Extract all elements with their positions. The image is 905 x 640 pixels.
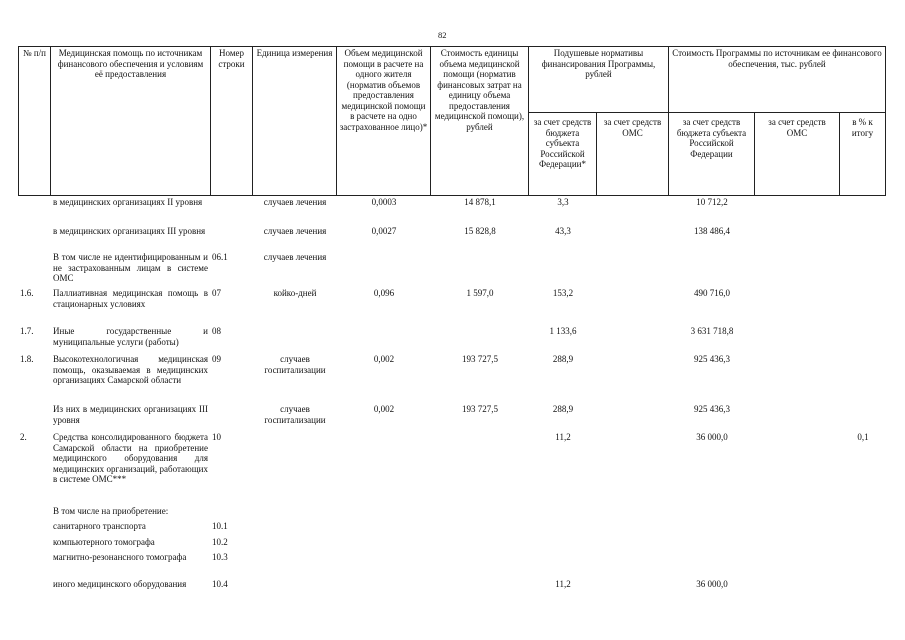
row-prog-budget: 10 712,2 (696, 197, 728, 207)
row-code: 10.2 (212, 537, 228, 547)
row-prog-budget: 3 631 718,8 (690, 326, 734, 336)
row-code: 06.1 (212, 252, 228, 262)
row-code: 08 (212, 326, 221, 336)
row-num: 2. (20, 432, 27, 442)
row-name: компьютерного томографа (53, 537, 155, 547)
header-percap-budget: за счет средств бюджета субъекта Российской Федерации* (528, 112, 597, 196)
row-percap-budget: 1 133,6 (549, 326, 577, 336)
row-name: Иные государственные и муниципальные услуги (работы) (53, 326, 208, 347)
header-help: Медицинская помощь по источникам финансового обеспечения и условиям её предоставления (50, 46, 211, 196)
row-volume: 0,0003 (371, 197, 397, 207)
row-volume: 0,002 (373, 354, 395, 364)
row-prog-pct: 0,1 (857, 432, 869, 442)
row-percap-budget: 11,2 (555, 432, 571, 442)
row-name: в медицинских организациях III уровня (53, 226, 206, 236)
row-code: 09 (212, 354, 221, 364)
header-prog-oms: за счет средств ОМС (754, 112, 840, 196)
row-unit: случаев госпитализации (264, 404, 326, 425)
row-num: 1.7. (20, 326, 34, 336)
row-unit: койко-дней (273, 288, 317, 298)
row-unit: случаев лечения (263, 252, 327, 262)
header-unit: Единица измерения (252, 46, 337, 196)
header-row-number: Номер строки (210, 46, 253, 196)
row-name: в медицинских организациях II уровня (53, 197, 203, 207)
row-name: иного медицинского оборудования (53, 579, 187, 589)
header-prog-pct: в % к итогу (839, 112, 886, 196)
row-name: В том числе на приобретение: (53, 506, 169, 516)
row-code: 10 (212, 432, 221, 442)
row-volume: 0,0027 (371, 226, 397, 236)
header-cost: Стоимость единицы объема медицинской помощи (норматив финансовых затрат на единицу объема предоставления медицинской помощи), рублей (430, 46, 529, 196)
row-prog-budget: 36 000,0 (696, 579, 728, 589)
row-name: Паллиативная медицинская помощь в стационарных условиях (53, 288, 208, 309)
row-code: 10.3 (212, 552, 228, 562)
row-percap-budget: 153,2 (552, 288, 574, 298)
row-unit: случаев лечения (263, 197, 327, 207)
row-name: Из них в медицинских организациях III уровня (53, 404, 208, 425)
row-percap-budget: 288,9 (552, 404, 574, 414)
page-number: 82 (438, 30, 447, 40)
header-num: № п/п (18, 46, 51, 196)
header-prog-budget: за счет средств бюджета субъекта Российской Федерации (668, 112, 755, 196)
row-name: санитарного транспорта (53, 521, 146, 531)
row-prog-budget: 925 436,3 (694, 354, 730, 364)
row-num: 1.8. (20, 354, 34, 364)
header-percap-oms: за счет средств ОМС (596, 112, 669, 196)
row-cost: 193 727,5 (462, 404, 498, 414)
row-cost: 1 597,0 (466, 288, 494, 298)
row-num: 1.6. (20, 288, 34, 298)
row-volume: 0,002 (373, 404, 395, 414)
row-cost: 193 727,5 (462, 354, 498, 364)
row-name: магнитно-резонансного томографа (53, 552, 187, 562)
header-percap: Подушевые нормативы финансирования Программы, рублей (528, 46, 669, 113)
row-code: 10.1 (212, 521, 228, 531)
row-prog-budget: 925 436,3 (694, 404, 730, 414)
row-prog-budget: 490 716,0 (694, 288, 730, 298)
row-percap-budget: 288,9 (552, 354, 574, 364)
row-prog-budget: 138 486,4 (694, 226, 730, 236)
row-volume: 0,096 (373, 288, 395, 298)
row-percap-budget: 43,3 (555, 226, 571, 236)
row-code: 07 (212, 288, 221, 298)
row-cost: 14 878,1 (464, 197, 496, 207)
header-volume: Объем медицинской помощи в расчете на одного жителя (норматив объемов предоставления медицинской помощи в расчете на одно застрахованное лицо)* (336, 46, 431, 196)
row-unit: случаев лечения (263, 226, 327, 236)
header-program: Стоимость Программы по источникам ее финансового обеспечения, тыс. рублей (668, 46, 886, 113)
row-cost: 15 828,8 (464, 226, 496, 236)
row-name: Высокотехнологичная медицинская помощь, оказываемая в медицинских организациях Самарской области (53, 354, 208, 385)
row-percap-budget: 3,3 (557, 197, 569, 207)
row-unit: случаев госпитализации (264, 354, 326, 375)
row-code: 10.4 (212, 579, 228, 589)
row-percap-budget: 11,2 (555, 579, 571, 589)
row-prog-budget: 36 000,0 (696, 432, 728, 442)
row-name: В том числе не идентифицированным и не застрахованным лицам в системе ОМС (53, 252, 208, 283)
row-name: Средства консолидированного бюджета Самарской области на приобретение медицинского оборудования для медицинских организаций, работающих в системе ОМС*** (53, 432, 208, 484)
